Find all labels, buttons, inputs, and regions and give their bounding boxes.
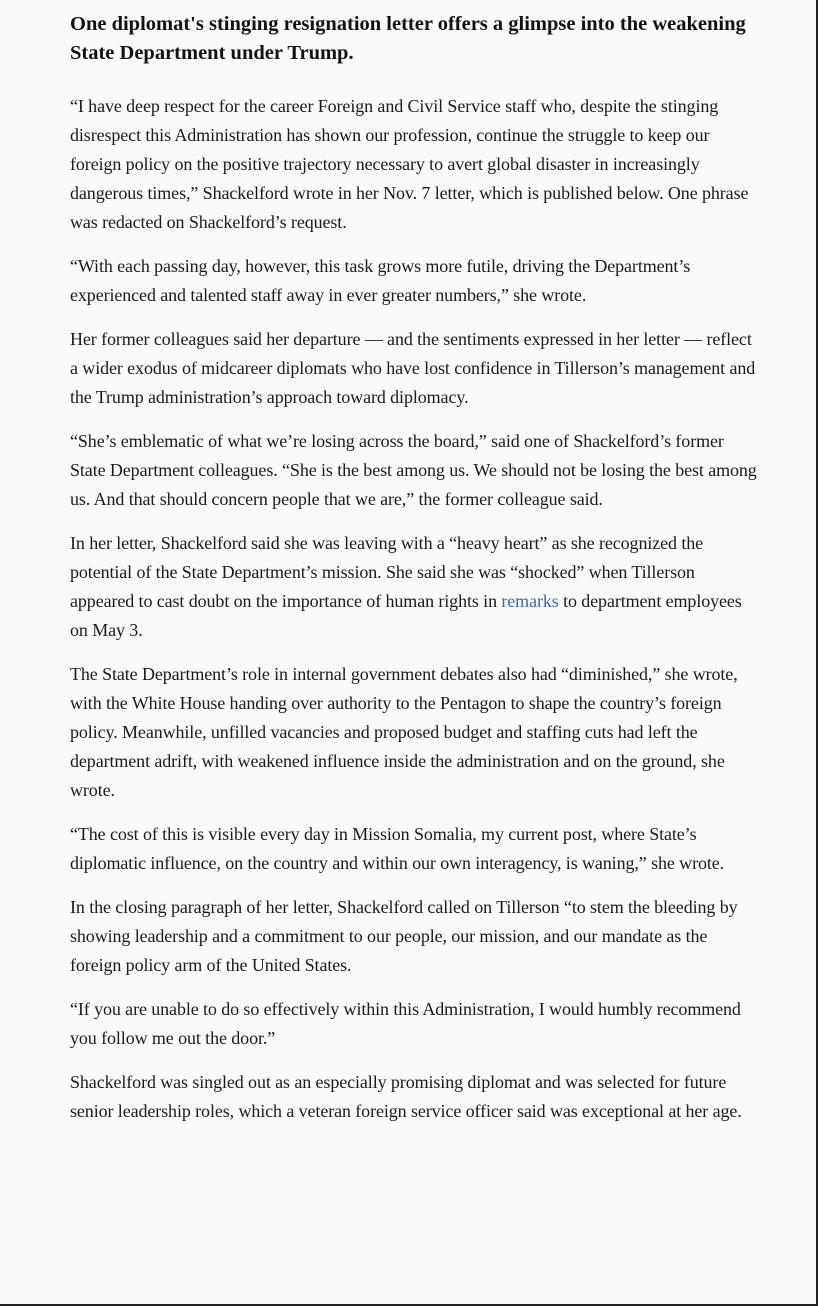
article-headline: One diplomat's stinging resignation letter offers a glimpse into the weakening State Department under Trump. [70,13,746,64]
paragraph-7: “The cost of this is visible every day in Mission Somalia, my current post, where State’s diplomatic influence, on the country and within our own interagency, is waning,” she wrote. [70,824,725,873]
paragraph-4: “She’s emblematic of what we’re losing across the board,” said one of Shackelford’s former State Department colleagues. “She is the best among us. We should not be losing the best among us. And that should concern people that we are,” the former colleague said. [70,431,757,509]
paragraph-2: “With each passing day, however, this task grows more futile, driving the Department’s experienced and talented staff away in ever greater numbers,” she wrote. [70,256,691,305]
remarks-link[interactable]: remarks [501,591,559,611]
paragraph-5-text-after: to department employees on May 3. [70,591,742,640]
paragraph-8: In the closing paragraph of her letter, Shackelford called on Tillerson “to stem the bleeding by showing leadership and a commitment to our people, our mission, and our mandate as the foreign policy arm of the United States. [70,897,738,975]
paragraph-5-text-before: In her letter, Shackelford said she was leaving with a “heavy heart” as she recognized the potential of the State Department’s mission. She said she was “shocked” when Tillerson appeared to cast doubt on the importance of human rights in [70,533,704,611]
article-body [70,8,760,1141]
paragraph-1: “I have deep respect for the career Foreign and Civil Service staff who, despite the stinging disrespect this Administration has shown our profession, continue the struggle to keep our foreign policy on the positive trajectory necessary to avert global disaster in increasingly dangerous times,” Shackelford wrote in her Nov. 7 letter, which is published below. One phrase was redacted on Shackelford’s request. [70,96,749,232]
paragraph-9: “If you are unable to do so effectively within this Administration, I would humbly recommend you follow me out the door.” [70,999,741,1048]
paragraph-10: Shackelford was singled out as an especially promising diplomat and was selected for future senior leadership roles, which a veteran foreign service officer said was exceptional at her age. [70,1072,742,1121]
paragraph-5 [70,529,760,645]
paragraph-6: The State Department’s role in internal government debates also had “diminished,” she wrote, with the White House handing over authority to the Pentagon to shape the country’s foreign policy. Meanwhile, unfilled vacancies and proposed budget and staffing cuts had left the department adrift, with weakened influence inside the administration and on the ground, she wrote. [70,664,738,800]
paragraph-3: Her former colleagues said her departure — and the sentiments expressed in her letter — reflect a wider exodus of midcareer diplomats who have lost confidence in Tillerson’s management and the Trump administration’s approach toward diplomacy. [70,329,756,407]
